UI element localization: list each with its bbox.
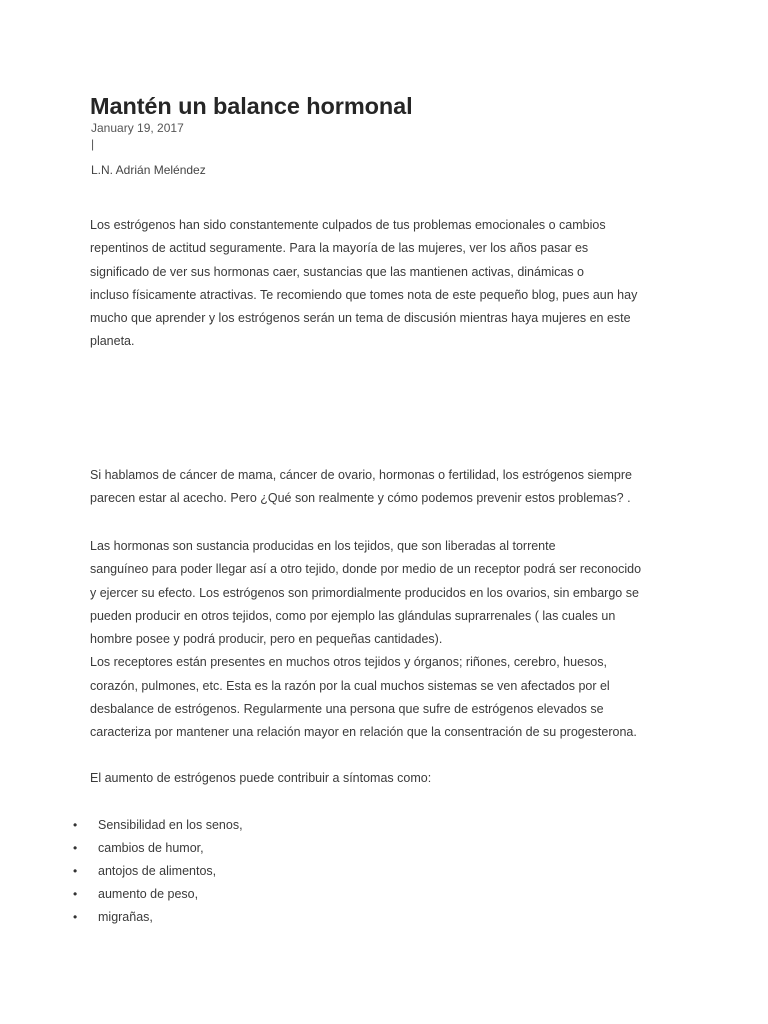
paragraph-hormones xyxy=(90,535,690,745)
paragraph-line: Las hormonas son sustancia producidas en los tejidos, que son liberadas al torrente xyxy=(90,539,556,553)
paragraph-line: y ejercer su efecto. Los estrógenos son primordialmente producidos en los ovarios, sin embargo se xyxy=(90,585,639,600)
bullet-icon: • xyxy=(73,887,78,901)
list-item-text: Sensibilidad en los senos, xyxy=(98,818,243,832)
paragraph-line: desbalance de estrógenos. Regularmente una persona que sufre de estrógenos elevados se xyxy=(90,702,604,717)
paragraph-cancer xyxy=(90,464,690,511)
paragraph-line: planeta. xyxy=(90,334,135,349)
list-item-text: aumento de peso, xyxy=(98,887,199,901)
paragraph-line: Los estrógenos han sido constantemente culpados de tus problemas emocionales o cambios xyxy=(90,218,606,232)
author-name: L.N. Adrián Meléndez xyxy=(91,163,206,177)
paragraph-line: parecen estar al acecho. Pero ¿Qué son realmente y cómo podemos prevenir estos problemas? . xyxy=(90,491,631,506)
bullet-icon: • xyxy=(73,910,78,924)
paragraph-line: Si hablamos de cáncer de mama, cáncer de ovario, hormonas o fertilidad, los estrógenos siempre xyxy=(90,468,632,482)
bullet-icon: • xyxy=(73,818,78,832)
article-title: Mantén un balance hormonal xyxy=(90,93,413,119)
paragraph-intro xyxy=(90,214,690,354)
meta-separator: | xyxy=(91,137,95,151)
paragraph-line: sanguíneo para poder llegar así a otro tejido, donde por medio de un receptor podrá ser reconocido xyxy=(90,562,642,577)
paragraph-symptoms-intro xyxy=(90,767,690,790)
paragraph-line: repentinos de actitud seguramente. Para la mayoría de las mujeres, ver los años pasar es xyxy=(90,241,589,256)
paragraph-line: hombre posee y podrá producir, pero en pequeñas cantidades). xyxy=(90,632,443,647)
list-item-text: migrañas, xyxy=(98,910,153,924)
bullet-icon: • xyxy=(73,841,78,855)
publish-date: January 19, 2017 xyxy=(91,121,184,135)
paragraph-line: El aumento de estrógenos puede contribuir a síntomas como: xyxy=(90,771,432,785)
list-item-text: antojos de alimentos, xyxy=(98,864,217,878)
paragraph-line: incluso físicamente atractivas. Te recomiendo que tomes nota de este pequeño blog, pues aun hay xyxy=(90,287,638,302)
bullet-icon: • xyxy=(73,864,78,878)
paragraph-line: Los receptores están presentes en muchos otros tejidos y órganos; riñones, cerebro, huesos, xyxy=(90,655,607,670)
paragraph-line: significado de ver sus hormonas caer, sustancias que las mantienen activas, dinámicas o xyxy=(90,264,585,279)
paragraph-line: mucho que aprender y los estrógenos serán un tema de discusión mientras haya mujeres en este xyxy=(90,311,631,326)
list-item-text: cambios de humor, xyxy=(98,841,204,855)
paragraph-line: corazón, pulmones, etc. Esta es la razón por la cual muchos sistemas se ven afectados por el xyxy=(90,678,610,693)
paragraph-line: pueden producir en otros tejidos, como por ejemplo las glándulas suprarrenales ( las cuales un xyxy=(90,608,616,623)
paragraph-line: caracteriza por mantener una relación mayor en relación que la consentración de su progesterona. xyxy=(90,725,637,740)
